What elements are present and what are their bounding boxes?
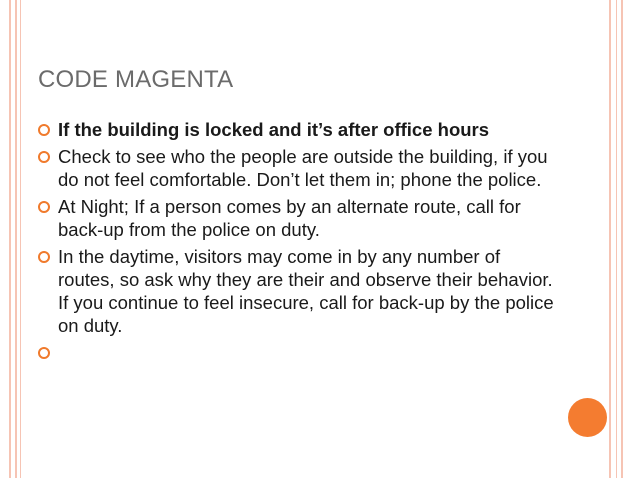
bullet-text: In the daytime, visitors may come in by any number of routes, so ask why they are their and observe their behavior. If you continue to feel insecure, call for back-up by the police on duty. xyxy=(58,246,554,336)
bullet-text: If the building is locked and it’s after office hours xyxy=(58,119,490,140)
bullet-item xyxy=(38,245,558,337)
bullet-text: Check to see who the people are outside the building, if you do not feel comfortable. Don’t let them in; phone the police. xyxy=(58,146,548,190)
bullet-item xyxy=(38,145,558,191)
bullet-ring-icon xyxy=(38,251,50,263)
slide-title: CODE MAGENTA xyxy=(38,66,234,93)
right-border-line xyxy=(609,0,611,478)
left-border-line xyxy=(15,0,17,478)
bullet-ring-icon xyxy=(38,124,50,136)
left-border-line xyxy=(20,0,21,478)
bullet-item xyxy=(38,118,558,141)
right-border-line xyxy=(621,0,623,478)
left-border-line xyxy=(9,0,11,478)
bullet-list xyxy=(38,118,558,368)
bullet-ring-icon xyxy=(38,201,50,213)
decorative-circle xyxy=(568,398,607,437)
bullet-text: At Night; If a person comes by an alternate route, call for back-up from the police on duty. xyxy=(58,196,521,240)
bullet-ring-icon xyxy=(38,347,50,359)
right-border-line xyxy=(616,0,617,478)
bullet-ring-icon xyxy=(38,151,50,163)
bullet-item-empty xyxy=(38,341,558,364)
bullet-item xyxy=(38,195,558,241)
